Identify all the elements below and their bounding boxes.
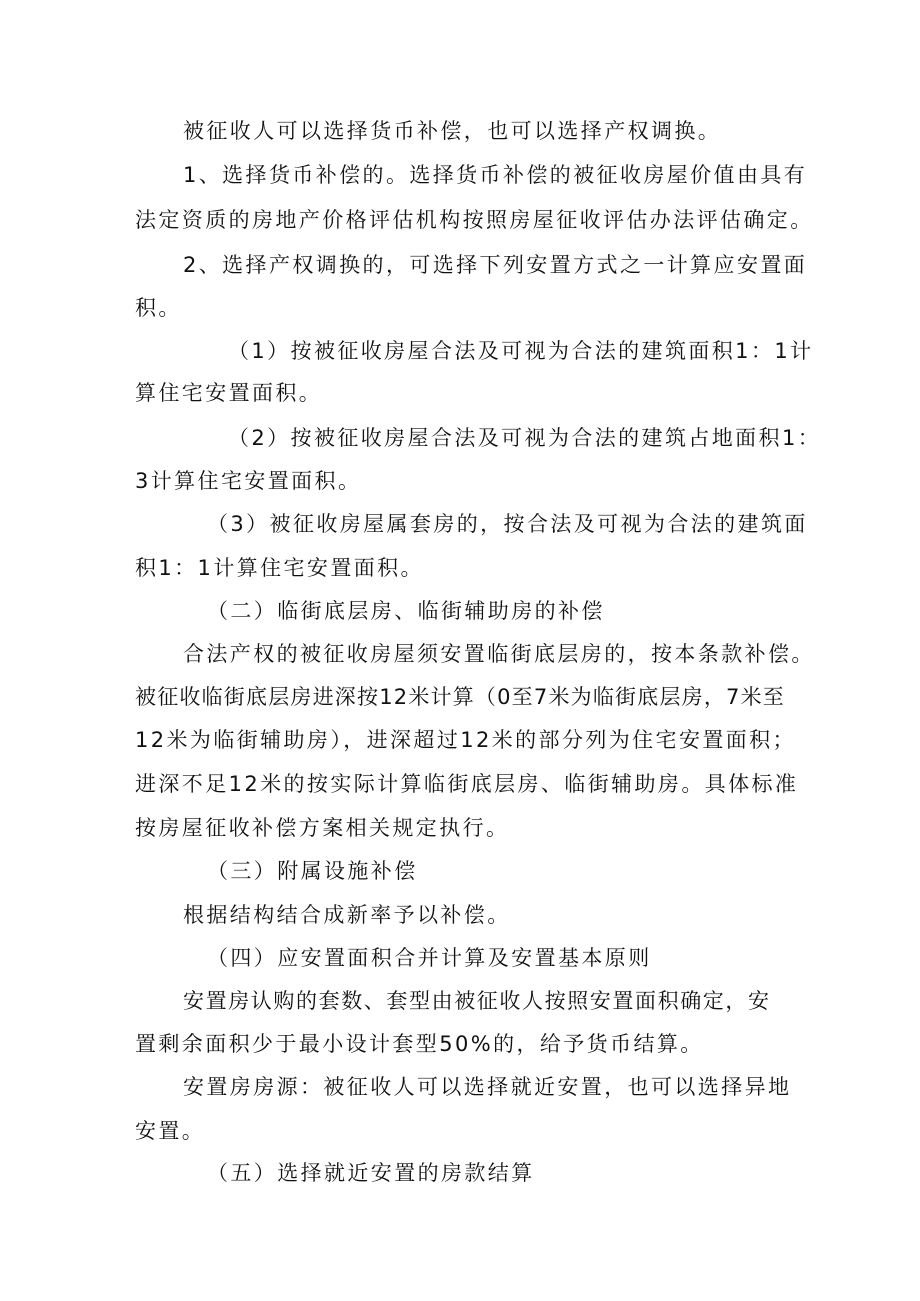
paragraph-line-7: 算住宅安置面积。: [135, 381, 323, 405]
paragraph-line-22: 置剩余面积少于最小设计套型50%的，给予货币结算。: [135, 1032, 704, 1056]
paragraph-line-15: 12米为临街辅助房），进深超过12米的部分列为住宅安置面积；: [135, 728, 796, 752]
paragraph-line-19: 根据结构结合成新率予以补偿。: [183, 903, 511, 927]
section-heading-5: （五）选择就近安置的房款结算: [207, 1161, 535, 1185]
paragraph-line-24: 安置。: [135, 1119, 206, 1143]
paragraph-line-6: （1）按被征收房屋合法及可视为合法的建筑面积1：1计: [228, 339, 814, 363]
paragraph-line-3: 法定资质的房地产价格评估机构按照房屋征收评估办法评估确定。: [135, 208, 814, 232]
paragraph-line-1: 被征收人可以选择货币补偿，也可以选择产权调换。: [183, 119, 722, 143]
section-heading-2: （二）临街底层房、临街辅助房的补偿: [207, 599, 605, 623]
paragraph-line-9: 3计算住宅安置面积。: [135, 469, 362, 493]
paragraph-line-4: 2、选择产权调换的，可选择下列安置方式之一计算应安置面: [183, 253, 808, 277]
paragraph-line-2: 1、选择货币补偿的。选择货币补偿的被征收房屋价值由具有: [183, 163, 808, 187]
paragraph-line-5: 积。: [135, 296, 182, 320]
paragraph-line-11: 积1：1计算住宅安置面积。: [135, 556, 424, 580]
paragraph-line-16: 进深不足12米的按实际计算临街底层房、临街辅助房。具体标准: [135, 772, 799, 796]
paragraph-line-14: 被征收临街底层房进深按12米计算（0至7米为临街底层房，7米至: [135, 685, 786, 709]
paragraph-line-10: （3）被征收房屋属套房的，按合法及可视为合法的建筑面: [207, 512, 808, 536]
paragraph-line-21: 安置房认购的套数、套型由被征收人按照安置面积确定，安: [183, 989, 771, 1013]
paragraph-line-17: 按房屋征收补偿方案相关规定执行。: [135, 816, 510, 840]
section-heading-4: （四）应安置面积合并计算及安置基本原则: [207, 946, 652, 970]
paragraph-line-13: 合法产权的被征收房屋须安置临街底层房的，按本条款补偿。: [183, 642, 815, 666]
paragraph-line-23: 安置房房源：被征收人可以选择就近安置，也可以选择异地: [183, 1075, 792, 1099]
section-heading-3: （三）附属设施补偿: [207, 859, 418, 883]
paragraph-line-8: （2）按被征收房屋合法及可视为合法的建筑占地面积1：: [228, 426, 822, 450]
